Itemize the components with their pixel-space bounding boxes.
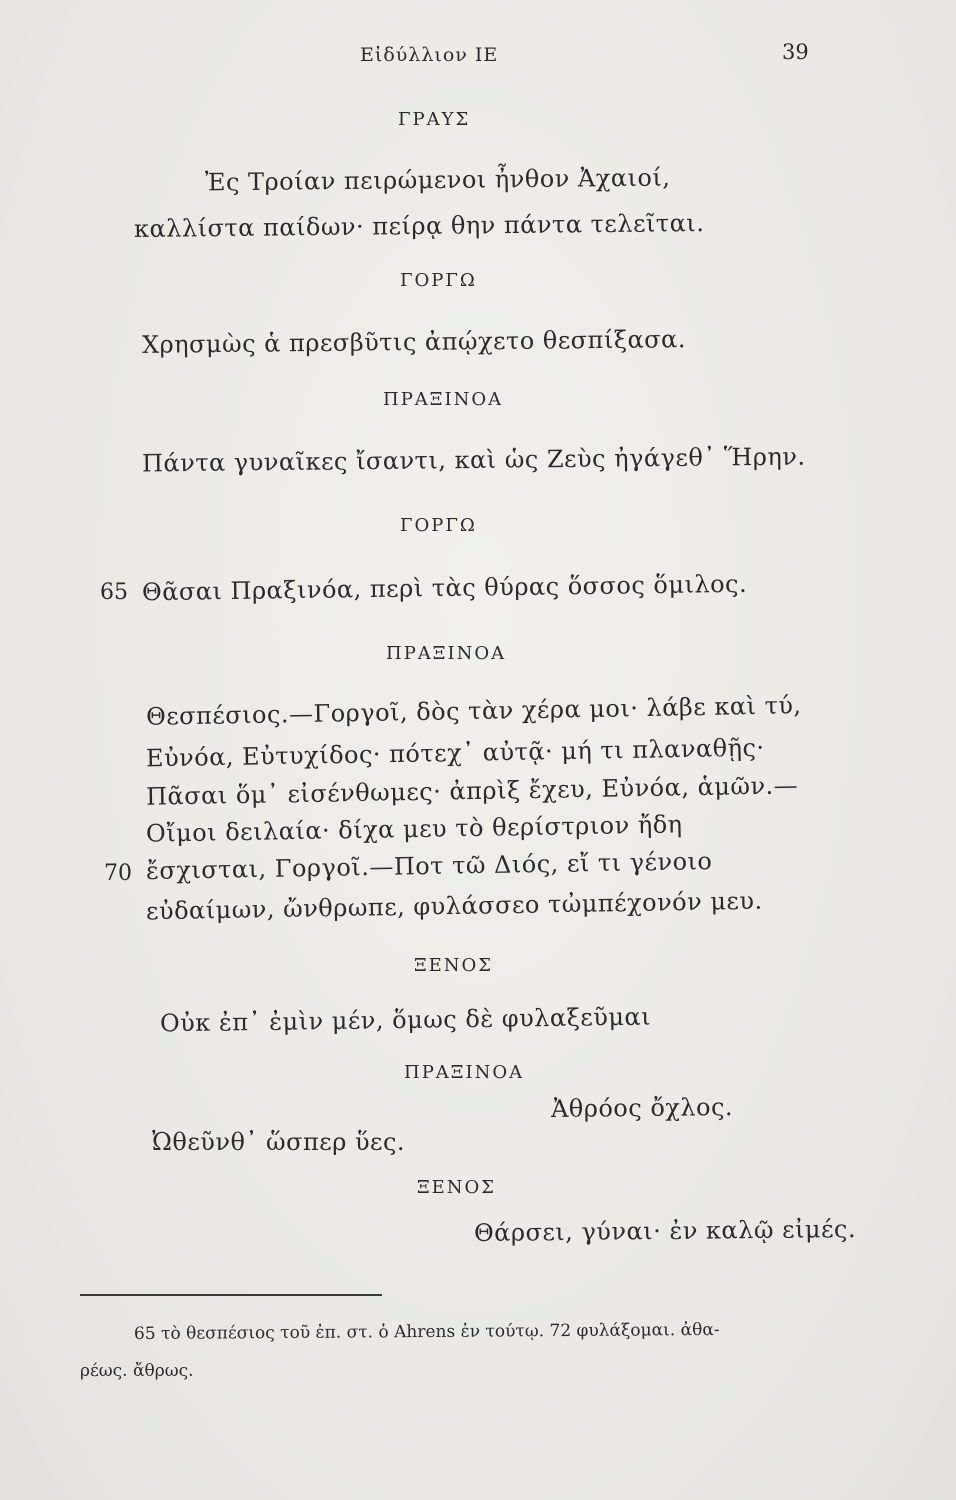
verse-line: Πᾶσαι ὅμ᾽ εἰσένθωμες· ἀπρὶξ ἔχευ, Εὐνόα, ἁμῶν.— xyxy=(145,771,799,811)
line-number: 65 xyxy=(100,580,128,605)
line-number: 70 xyxy=(104,861,132,886)
footnote-line: ρέως. ἄθρως. xyxy=(80,1361,194,1381)
speaker-label: ΞΕΝΟΣ xyxy=(417,1177,497,1198)
verse-line: Ἀθρόος ὄχλος. xyxy=(550,1093,734,1123)
verse-line: Ἐς Τροίαν πειρώμενοι ἦνθον Ἀχαιοί, xyxy=(204,163,671,197)
page-number: 39 xyxy=(782,40,809,64)
verse-line: Οἴμοι δειλαία· δίχα μευ τὸ θερίστριον ἤδη xyxy=(145,810,683,848)
verse-line: εὐδαίμων, ὤνθρωπε, φυλάσσεο τὠμπέχονόν μευ. xyxy=(145,886,763,926)
speaker-label: ΠΡΑΞΙΝΟΑ xyxy=(386,643,507,664)
speaker-label: ΓΡΑΥΣ xyxy=(398,109,471,130)
verse-line: Θάρσει, γύναι· ἐν καλῷ εἰμές. xyxy=(473,1215,857,1247)
verse-line: ἔσχισται, Γοργοῖ.—Ποτ τῶ Διός, εἴ τι γένοιο xyxy=(145,847,713,885)
speaker-label: ΓΟΡΓΩ xyxy=(400,270,477,291)
running-head: Εἰδύλλιον ΙΕ xyxy=(360,44,499,66)
speaker-label: ΓΟΡΓΩ xyxy=(400,515,477,536)
speaker-label: ΠΡΑΞΙΝΟΑ xyxy=(404,1062,525,1083)
footnote-line: 65 τὸ θεσπέσιος τοῦ ἐπ. στ. ὁ Ahrens ἐν τούτῳ. 72 φυλάξομαι. ἀθα- xyxy=(133,1319,720,1345)
verse-line: Θᾶσαι Πραξινόα, περὶ τὰς θύρας ὅσσος ὅμιλος. xyxy=(141,569,748,607)
verse-line: Οὐκ ἐπ᾽ ἐμὶν μέν, ὅμως δὲ φυλαξεῦμαι xyxy=(159,1002,652,1038)
verse-line: Ὠθεῦνθ᾽ ὥσπερ ὕες. xyxy=(152,1128,406,1156)
verse-line: Θεσπέσιος.—Γοργοῖ, δὸς τὰν χέρα μοι· λάβε καὶ τύ, xyxy=(145,691,802,731)
verse-line: Πάντα γυναῖκες ἴσαντι, καὶ ὡς Ζεὺς ἠγάγεθ᾽ Ἥρην. xyxy=(141,442,806,478)
speaker-label: ΠΡΑΞΙΝΟΑ xyxy=(383,389,504,410)
speaker-label: ΞΕΝΟΣ xyxy=(414,955,494,976)
verse-line: Χρησμὼς ἁ πρεσβῦτις ἀπῴχετο θεσπίξασα. xyxy=(141,325,687,359)
verse-line: καλλίστα παίδων· πείρᾳ θην πάντα τελεῖται. xyxy=(133,209,705,243)
footnote-rule xyxy=(80,1294,382,1296)
verse-line: Εὐνόα, Εὐτυχίδος· πότεχ᾽ αὐτᾷ· μή τι πλαναθῇς· xyxy=(145,733,765,773)
